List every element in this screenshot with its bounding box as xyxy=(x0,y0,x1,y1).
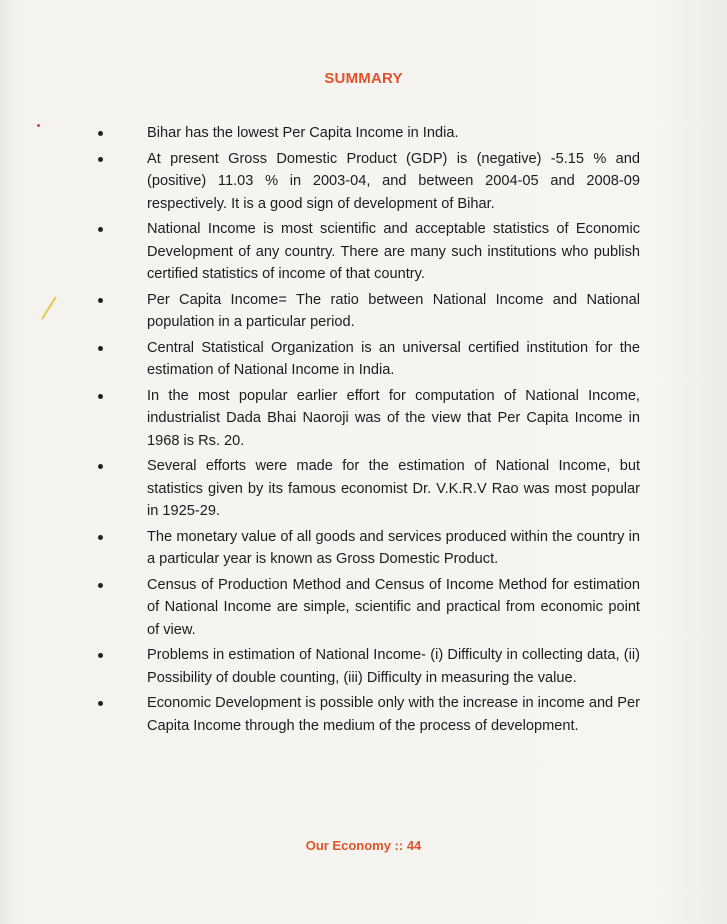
list-item xyxy=(98,122,640,145)
list-item xyxy=(98,692,640,737)
bullet-icon xyxy=(98,157,103,162)
bullet-icon xyxy=(98,298,103,303)
summary-list xyxy=(98,122,640,740)
bullet-icon xyxy=(98,701,103,706)
list-item-text: At present Gross Domestic Product (GDP) is (negative) -5.15 % and (positive) 11.03 % in 2003-04, and between 2004-05 and 2008-09 respectively. It is a good sign of development of Bihar. xyxy=(147,150,640,212)
list-item xyxy=(98,574,640,642)
list-item xyxy=(98,337,640,382)
list-item xyxy=(98,148,640,216)
list-item-text: The monetary value of all goods and services produced within the country in a particular year is known as Gross Domestic Product. xyxy=(147,528,640,567)
list-item xyxy=(98,385,640,453)
list-item xyxy=(98,455,640,523)
red-ink-dot xyxy=(37,124,40,127)
list-item xyxy=(98,526,640,571)
bullet-icon xyxy=(98,131,103,136)
list-item-text: National Income is most scientific and acceptable statistics of Economic Development of any country. There are many such institutions who publish certified statistics of income of that country. xyxy=(147,221,640,282)
bullet-icon xyxy=(98,535,103,540)
list-item-text: In the most popular earlier effort for computation of National Income, industrialist Dada Bhai Naoroji was of the view that Per Capita Income in 1968 is Rs. 20. xyxy=(147,387,640,449)
bullet-icon xyxy=(98,583,103,588)
list-item-text: Bihar has the lowest Per Capita Income in India. xyxy=(147,125,459,141)
page-footer: Our Economy :: 44 xyxy=(305,838,422,853)
list-item-text: Central Statistical Organization is an universal certified institution for the estimation of National Income in India. xyxy=(147,339,640,378)
bullet-icon xyxy=(98,653,103,658)
bullet-icon xyxy=(98,227,103,232)
list-item-text: Several efforts were made for the estimation of National Income, but statistics given by its famous economist Dr. V.K.R.V Rao was most popular in 1925-29. xyxy=(147,458,640,519)
list-item-text: Problems in estimation of National Income- (i) Difficulty in collecting data, (ii) Possibility of double counting, (iii) Difficulty in measuring the value. xyxy=(147,647,640,686)
bullet-icon xyxy=(98,464,103,469)
list-item-text: Census of Production Method and Census of Income Method for estimation of National Income are simple, scientific and practical from economic point of view. xyxy=(147,576,640,638)
list-item xyxy=(98,289,640,334)
list-item-text: Economic Development is possible only with the increase in income and Per Capita Income through the medium of the process of development. xyxy=(147,695,640,734)
bullet-icon xyxy=(98,346,103,351)
list-item xyxy=(98,218,640,286)
bullet-icon xyxy=(98,394,103,399)
list-item-text: Per Capita Income= The ratio between National Income and National population in a particular period. xyxy=(147,291,640,330)
page-title: SUMMARY xyxy=(324,70,403,87)
pen-mark xyxy=(41,296,56,319)
list-item xyxy=(98,644,640,689)
